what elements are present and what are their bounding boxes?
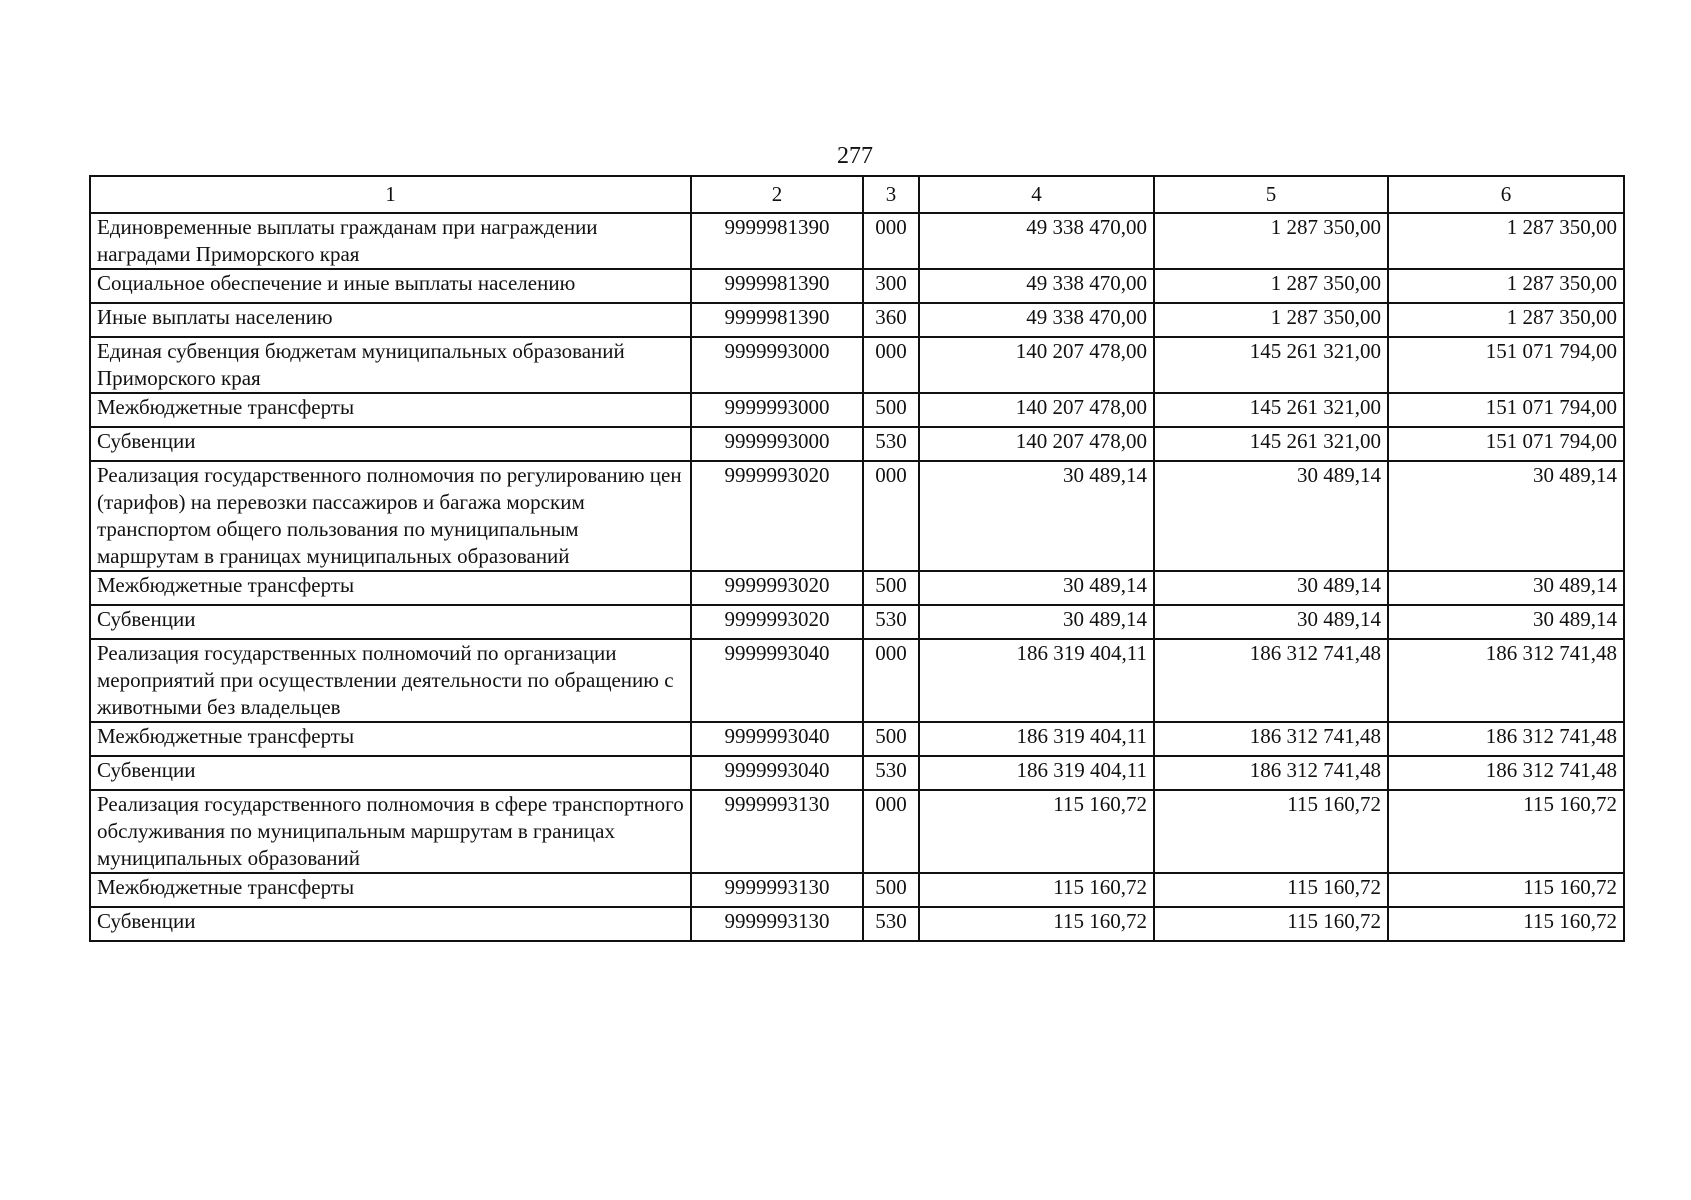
row-type-cell: 300 [863,269,919,303]
row-amount-col5: 30 489,14 [1154,605,1388,639]
row-name-cell: Единая субвенция бюджетам муниципальных образований Приморского края [90,337,691,393]
table-row [90,722,1624,756]
row-type-cell: 500 [863,873,919,907]
row-amount-col6: 115 160,72 [1388,907,1624,941]
row-amount-col6: 186 312 741,48 [1388,722,1624,756]
row-name-cell: Реализация государственных полномочий по организации мероприятий при осуществлении деятельности по обращению с животными без владельцев [90,639,691,722]
row-amount-col4: 49 338 470,00 [919,213,1154,269]
row-amount-col4: 186 319 404,11 [919,722,1154,756]
row-code-cell: 9999981390 [691,269,863,303]
row-amount-col5: 30 489,14 [1154,461,1388,571]
row-name-cell: Межбюджетные трансферты [90,873,691,907]
table-row [90,213,1624,269]
row-amount-col5: 30 489,14 [1154,571,1388,605]
row-amount-col6: 151 071 794,00 [1388,393,1624,427]
row-amount-col6: 151 071 794,00 [1388,427,1624,461]
column-header-3: 3 [863,176,919,213]
page-number: 277 [837,143,873,169]
row-name-cell: Реализация государственного полномочия по регулированию цен (тарифов) на перевозки пассажиров и багажа морским транспортом общего пользования по муниципальным маршрутам в границах муниципальных образований [90,461,691,571]
table-row [90,269,1624,303]
row-amount-col6: 186 312 741,48 [1388,639,1624,722]
row-code-cell: 9999993020 [691,605,863,639]
table-body [90,213,1624,941]
row-amount-col5: 1 287 350,00 [1154,269,1388,303]
row-amount-col5: 145 261 321,00 [1154,427,1388,461]
row-type-cell: 000 [863,337,919,393]
row-amount-col4: 186 319 404,11 [919,639,1154,722]
row-amount-col4: 140 207 478,00 [919,337,1154,393]
row-amount-col5: 1 287 350,00 [1154,303,1388,337]
row-amount-col4: 115 160,72 [919,873,1154,907]
row-amount-col4: 49 338 470,00 [919,303,1154,337]
table-row [90,303,1624,337]
row-code-cell: 9999993040 [691,639,863,722]
row-amount-col4: 30 489,14 [919,605,1154,639]
row-type-cell: 530 [863,427,919,461]
table-row [90,571,1624,605]
column-header-6: 6 [1388,176,1624,213]
row-amount-col4: 30 489,14 [919,571,1154,605]
row-type-cell: 530 [863,907,919,941]
row-amount-col4: 115 160,72 [919,907,1154,941]
row-amount-col5: 145 261 321,00 [1154,337,1388,393]
row-name-cell: Межбюджетные трансферты [90,393,691,427]
row-amount-col6: 1 287 350,00 [1388,269,1624,303]
row-amount-col4: 49 338 470,00 [919,269,1154,303]
row-amount-col4: 186 319 404,11 [919,756,1154,790]
column-header-5: 5 [1154,176,1388,213]
row-amount-col6: 30 489,14 [1388,571,1624,605]
row-type-cell: 530 [863,605,919,639]
row-code-cell: 9999981390 [691,303,863,337]
row-type-cell: 000 [863,639,919,722]
column-header-1: 1 [90,176,691,213]
row-type-cell: 500 [863,393,919,427]
header-row [90,176,1624,213]
row-name-cell: Единовременные выплаты гражданам при награждении наградами Приморского края [90,213,691,269]
row-code-cell: 9999993000 [691,427,863,461]
row-amount-col5: 145 261 321,00 [1154,393,1388,427]
row-amount-col6: 1 287 350,00 [1388,213,1624,269]
row-amount-col5: 186 312 741,48 [1154,722,1388,756]
row-amount-col6: 151 071 794,00 [1388,337,1624,393]
table-row [90,790,1624,873]
row-name-cell: Социальное обеспечение и иные выплаты населению [90,269,691,303]
table-row [90,461,1624,571]
row-code-cell: 9999993020 [691,571,863,605]
table-row [90,873,1624,907]
row-name-cell: Межбюджетные трансферты [90,571,691,605]
row-amount-col6: 30 489,14 [1388,461,1624,571]
row-name-cell: Субвенции [90,427,691,461]
row-code-cell: 9999993040 [691,722,863,756]
row-type-cell: 000 [863,461,919,571]
row-amount-col6: 115 160,72 [1388,790,1624,873]
table-row [90,393,1624,427]
row-name-cell: Субвенции [90,605,691,639]
row-type-cell: 500 [863,722,919,756]
row-amount-col5: 115 160,72 [1154,873,1388,907]
row-amount-col4: 30 489,14 [919,461,1154,571]
row-code-cell: 9999981390 [691,213,863,269]
table-row [90,337,1624,393]
row-amount-col5: 1 287 350,00 [1154,213,1388,269]
row-type-cell: 360 [863,303,919,337]
row-amount-col6: 115 160,72 [1388,873,1624,907]
row-amount-col4: 140 207 478,00 [919,427,1154,461]
row-amount-col4: 140 207 478,00 [919,393,1154,427]
row-amount-col5: 115 160,72 [1154,790,1388,873]
row-amount-col6: 30 489,14 [1388,605,1624,639]
table-row [90,756,1624,790]
row-code-cell: 9999993020 [691,461,863,571]
row-amount-col6: 1 287 350,00 [1388,303,1624,337]
row-amount-col4: 115 160,72 [919,790,1154,873]
row-code-cell: 9999993130 [691,873,863,907]
row-type-cell: 000 [863,790,919,873]
row-code-cell: 9999993000 [691,337,863,393]
row-type-cell: 000 [863,213,919,269]
budget-table [89,175,1625,942]
row-name-cell: Межбюджетные трансферты [90,722,691,756]
row-name-cell: Реализация государственного полномочия в сфере транспортного обслуживания по муниципальным маршрутам в границах муниципальных образований [90,790,691,873]
row-name-cell: Субвенции [90,756,691,790]
row-type-cell: 500 [863,571,919,605]
column-header-4: 4 [919,176,1154,213]
table-row [90,427,1624,461]
row-amount-col5: 115 160,72 [1154,907,1388,941]
row-code-cell: 9999993000 [691,393,863,427]
row-code-cell: 9999993040 [691,756,863,790]
row-amount-col5: 186 312 741,48 [1154,639,1388,722]
row-name-cell: Иные выплаты населению [90,303,691,337]
row-code-cell: 9999993130 [691,907,863,941]
table-row [90,605,1624,639]
table-row [90,639,1624,722]
table-row [90,907,1624,941]
row-type-cell: 530 [863,756,919,790]
column-header-2: 2 [691,176,863,213]
row-name-cell: Субвенции [90,907,691,941]
row-amount-col5: 186 312 741,48 [1154,756,1388,790]
row-amount-col6: 186 312 741,48 [1388,756,1624,790]
row-code-cell: 9999993130 [691,790,863,873]
